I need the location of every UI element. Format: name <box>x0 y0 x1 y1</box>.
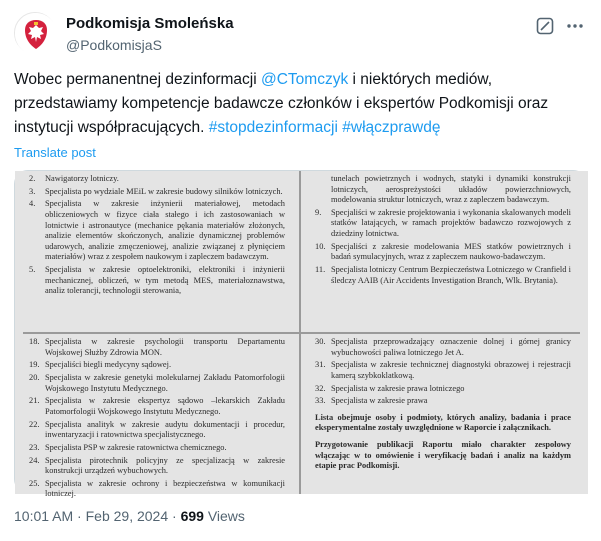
views-label: Views <box>203 508 245 524</box>
tweet-text-part: Wobec permanentnej dezinformacji <box>14 71 261 88</box>
document-list-item <box>29 265 285 297</box>
tweet-text-part: i niektórych mediów, przedstawiamy kompetencje badawcze członków i ekspertów Podkomisji oraz instytucji współpracujących. <box>14 71 549 136</box>
mention-link[interactable]: @CTomczyk <box>260 71 349 88</box>
document-item-text: Specjalista w zakresie psychologii transportu Departamentu Wojskowej Służby Zdrowia MON. <box>45 337 285 357</box>
document-item-text: Specjalista po wydziale MEiL w zakresie budowy silników lotniczych. <box>45 186 283 196</box>
document-bottom-left <box>29 337 285 499</box>
document-item-text: Specjaliści w zakresie projektowania i wykonania skalowanych modeli statków latających, w ramach projektów badawczo rozwojowych z dziedziny lotnictwa. <box>331 207 571 239</box>
document-item-number: 9. <box>315 207 322 217</box>
document-item-number: 4. <box>29 199 36 209</box>
document-top-right <box>315 174 571 331</box>
document-item-text: Specjalista w zakresie optoelektroniki, elektroniki i inżynierii mechanicznej, obliczeń, w tym metodą MES, materiałoznawstwa, analiz tolerancji, technologii sterowania, <box>45 265 285 296</box>
document-list-item <box>315 242 571 263</box>
document-item-number: 11. <box>315 265 326 275</box>
document-item-number: 18. <box>29 337 40 346</box>
document-list-item <box>29 360 285 371</box>
document-item-number: 25. <box>29 478 40 488</box>
document-list-item <box>29 199 285 263</box>
document-item-number: 31. <box>315 360 326 370</box>
document-item-number: 32. <box>315 383 326 393</box>
document-top-left <box>29 174 285 331</box>
document-item-text: Specjalista w zakresie technicznej diagnostyki obrazowej i rejestracji kamerą szybkoklatkową. <box>331 360 571 380</box>
avatar[interactable] <box>14 12 56 54</box>
document-item-text: Specjaliści biegli medycyny sądowej. <box>45 360 172 370</box>
meta-separator: · <box>168 508 181 524</box>
document-divider-horizontal <box>23 332 580 334</box>
document-item-number: 20. <box>29 372 40 382</box>
document-item-text: Specjalista pirotechnik policyjny ze specjalizacją w zakresie konstrukcji urządzeń wybuchowych. <box>45 455 285 476</box>
document-item-text: Specjalista przeprowadzający oznaczenie dolnej i górnej granicy wybuchowości paliwa lotniczego Jet A. <box>331 337 571 357</box>
eagle-emblem-icon <box>15 13 57 55</box>
document-list-item <box>315 384 571 395</box>
document-list-item <box>315 208 571 240</box>
meta-separator: · <box>73 508 86 524</box>
account-names <box>66 14 234 55</box>
document-list-item <box>29 443 285 454</box>
document-item-number: 19. <box>29 360 40 370</box>
document-item-number: 22. <box>29 419 40 429</box>
tweet-media-image[interactable] <box>14 170 587 499</box>
document-bottom-right <box>315 337 571 494</box>
document-item-text: Specjalista w zakresie ekspertyz sądowo –lekarskich Zakładu Patomorfologii Wojskowego Instytutu Medycznego. <box>45 396 285 416</box>
tweet-date[interactable]: Feb 29, 2024 <box>85 508 169 524</box>
document-list-item <box>29 337 285 358</box>
document-list-item <box>315 337 571 358</box>
document-list-item <box>315 396 571 407</box>
document-list-item <box>29 420 285 441</box>
document-item-text: Specjalista w zakresie prawa lotniczego <box>331 383 465 393</box>
hashtag-link[interactable]: #włączprawdę <box>342 119 441 136</box>
document-item-text: tunelach powietrznych i wodnych, statyki i dynamiki konstrukcji lotniczych, aerospreżystości układów powierzchniowych, modelowania struktur lotniczych, wraz z zapleczem badawczym. <box>331 174 571 205</box>
document-scan <box>15 171 588 499</box>
document-item-number: 24. <box>29 455 40 465</box>
grok-icon[interactable] <box>535 16 555 36</box>
display-name[interactable]: Podkomisja Smoleńska <box>66 15 234 32</box>
handle[interactable]: @PodkomisjaS <box>66 37 162 53</box>
document-list-item <box>29 373 285 394</box>
document-item-text: Specjalista lotniczy Centrum Bezpieczeństwa Lotniczego w Cranfield i śledczy AAIB (Air Accidents Investigation Branch, Wlk. Brytania). <box>331 265 571 285</box>
document-item-text: Specjalista w zakresie ochrony i bezpieczeństwa w komunikacji lotniczej. <box>45 478 285 499</box>
document-item-number: 10. <box>315 241 326 251</box>
views-count: 699 <box>180 508 204 524</box>
translate-post-link[interactable]: Translate post <box>14 145 96 160</box>
document-list-item <box>29 174 285 185</box>
document-list-item <box>29 187 285 198</box>
document-list-item <box>315 360 571 381</box>
tweet-header <box>14 10 589 60</box>
document-note: Lista obejmuje osoby i podmioty, których analizy, badania i prace eksperymentalne zostały uwzględnione w Raporcie i załącznikach. <box>315 412 571 433</box>
document-item-text: Specjalista w zakresie genetyki molekularnej Zakładu Patomorfologii Wojskowego Instytutu Medycznego. <box>45 372 285 393</box>
document-note: Przygotowanie publikacji Raportu miało charakter zespołowy włączając w to omówienie i weryfikację badań i analiz na każdym etapie prac Podkomisji. <box>315 440 571 471</box>
document-item-text: Nawigatorzy lotniczy. <box>45 174 119 183</box>
tweet-meta <box>14 508 245 524</box>
document-list-item <box>29 396 285 417</box>
document-item-text: Specjalista w zakresie prawa <box>331 396 428 406</box>
more-options-icon[interactable] <box>565 16 585 36</box>
document-item-text: Specjaliści z zakresie modelowania MES statków powietrznych i badań symulacyjnych, wraz z zapleczem naukowo-badawczym. <box>331 241 571 262</box>
document-item-text: Specjalista analityk w zakresie audytu dokumentacji i procedur, inwentaryzacji i ratownictwa specjalistycznego. <box>45 419 285 440</box>
document-item-text: Specjalista PSP w zakresie ratownictwa chemicznego. <box>45 442 227 452</box>
document-list-item <box>315 265 571 286</box>
tweet-time[interactable]: 10:01 AM <box>14 508 74 524</box>
document-list-item <box>29 479 285 500</box>
document-item-number: 3. <box>29 186 36 196</box>
document-list-item <box>29 456 285 477</box>
document-divider-vertical <box>299 171 301 494</box>
document-item-number <box>315 174 331 206</box>
document-item-number: 23. <box>29 442 40 452</box>
document-item-number: 2. <box>29 174 36 183</box>
document-list-item <box>315 174 571 206</box>
document-item-number: 30. <box>315 337 326 346</box>
document-item-number: 5. <box>29 265 36 275</box>
tweet-text <box>14 68 579 140</box>
document-item-number: 33. <box>315 396 326 406</box>
document-item-text: Specjalista w zakresie inżynierii materiałowej, metodach obliczeniowych w fizyce ciała stałego i ich zastosowaniach w lotnictwie i astronautyce (mechanice pękania materiałów złożonych, analizie elementów skończonych, analizie dynamicznej problemów udarowych, analizie zmęczeniowej, analizie związanej z płynięciem materiałów) wraz z zespołem naukowym i zapleczem badawczym. <box>45 199 285 262</box>
hashtag-link[interactable]: #stopdezinformacji <box>208 119 338 136</box>
document-item-number: 21. <box>29 396 40 406</box>
